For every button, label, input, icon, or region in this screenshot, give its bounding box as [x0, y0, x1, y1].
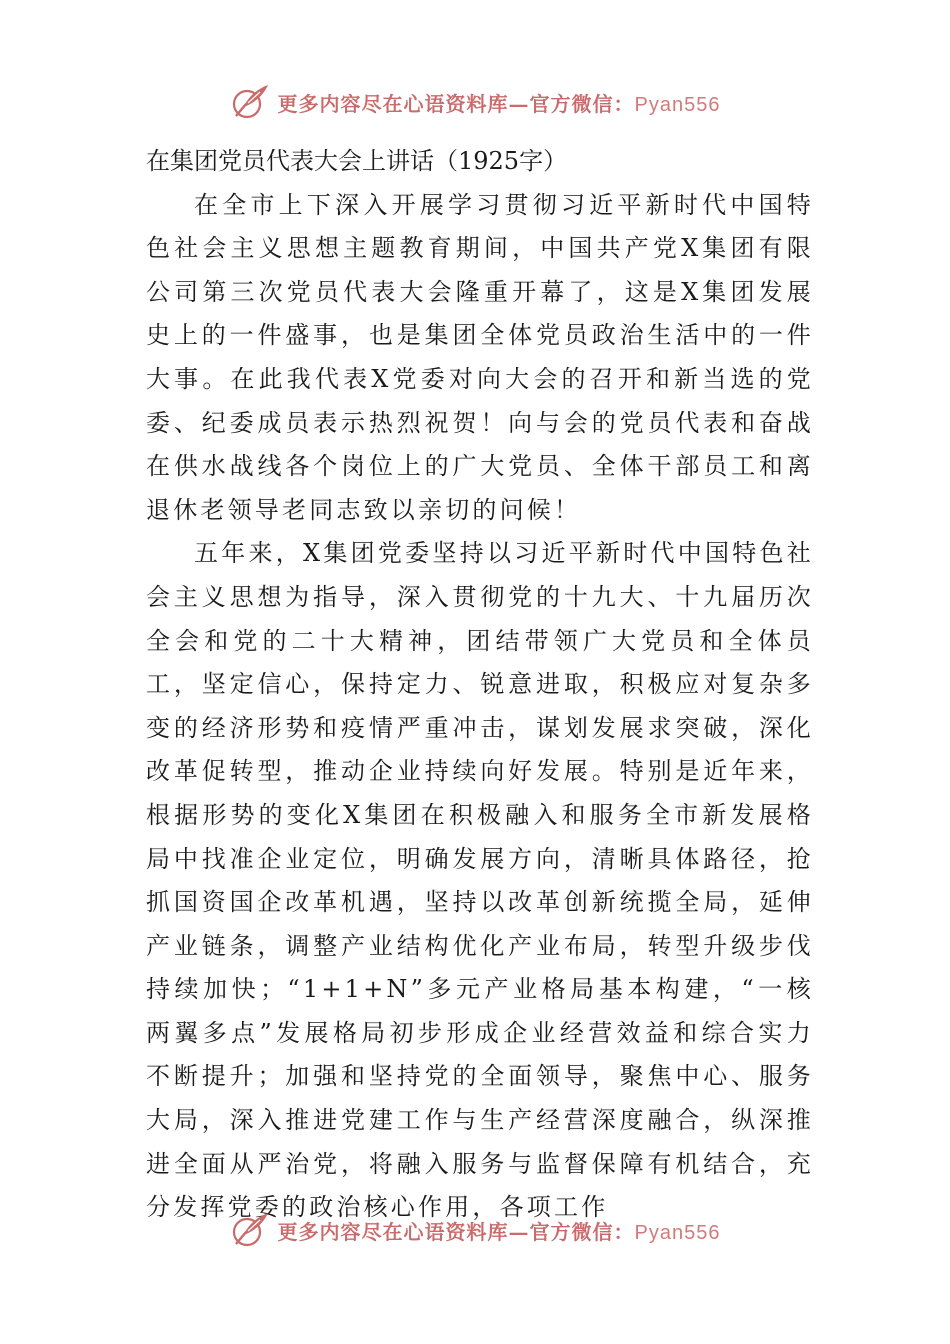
quill-logo-icon	[230, 82, 270, 122]
header-watermark-text: 更多内容尽在心语资料库—官方微信：Pyan556	[277, 91, 721, 116]
footer-watermark-text: 更多内容尽在心语资料库—官方微信：Pyan556	[277, 1219, 721, 1244]
paragraph-2: 五年来，X集团党委坚持以习近平新时代中国特色社会主义思想为指导，深入贯彻党的十九大、十九届历次全会和党的二十大精神，团结带领广大党员和全体员工，坚定信心，保持定力、锐意进取，积极应对复杂多变的经济形势和疫情严重冲击，谋划发展求突破，深化改革促转型，推动企业持续向好发展。特别是近年来，根据形势的变化X集团在积极融入和服务全市新发展格局中找准企业定位，明确发展方向，清晰具体路径，抢抓国资国企改革机遇，坚持以改革创新统揽全局，延伸产业链条，调整产业结构优化产业布局，转型升级步伐持续加快；“1+1+N”多元产业格局基本构建，“一核两翼多点”发展格局初步形成企业经营效益和综合实力不断提升；加强和坚持党的全面领导，聚焦中心、服务大局，深入推进党建工作与生产经营深度融合，纵深推进全面从严治党，将融入服务与监督保障有机结合，充分发挥党委的政治核心作用，各项工作	[146, 539, 814, 1222]
footer-watermark-banner	[0, 1208, 950, 1252]
document-body	[146, 140, 814, 1230]
header-watermark-banner	[0, 80, 950, 124]
quill-logo-icon	[230, 1210, 270, 1250]
paragraph-1: 在全市上下深入开展学习贯彻习近平新时代中国特色社会主义思想主题教育期间，中国共产党X集团有限公司第三次党员代表大会隆重开幕了，这是X集团发展史上的一件盛事，也是集团全体党员政治生活中的一件大事。在此我代表X党委对向大会的召开和新当选的党委、纪委成员表示热烈祝贺！向与会的党员代表和奋战在供水战线各个岗位上的广大党员、全体干部员工和离退休老领导老同志致以亲切的问候！	[146, 190, 814, 524]
document-title: 在集团党员代表大会上讲话（1925字）	[146, 147, 568, 175]
